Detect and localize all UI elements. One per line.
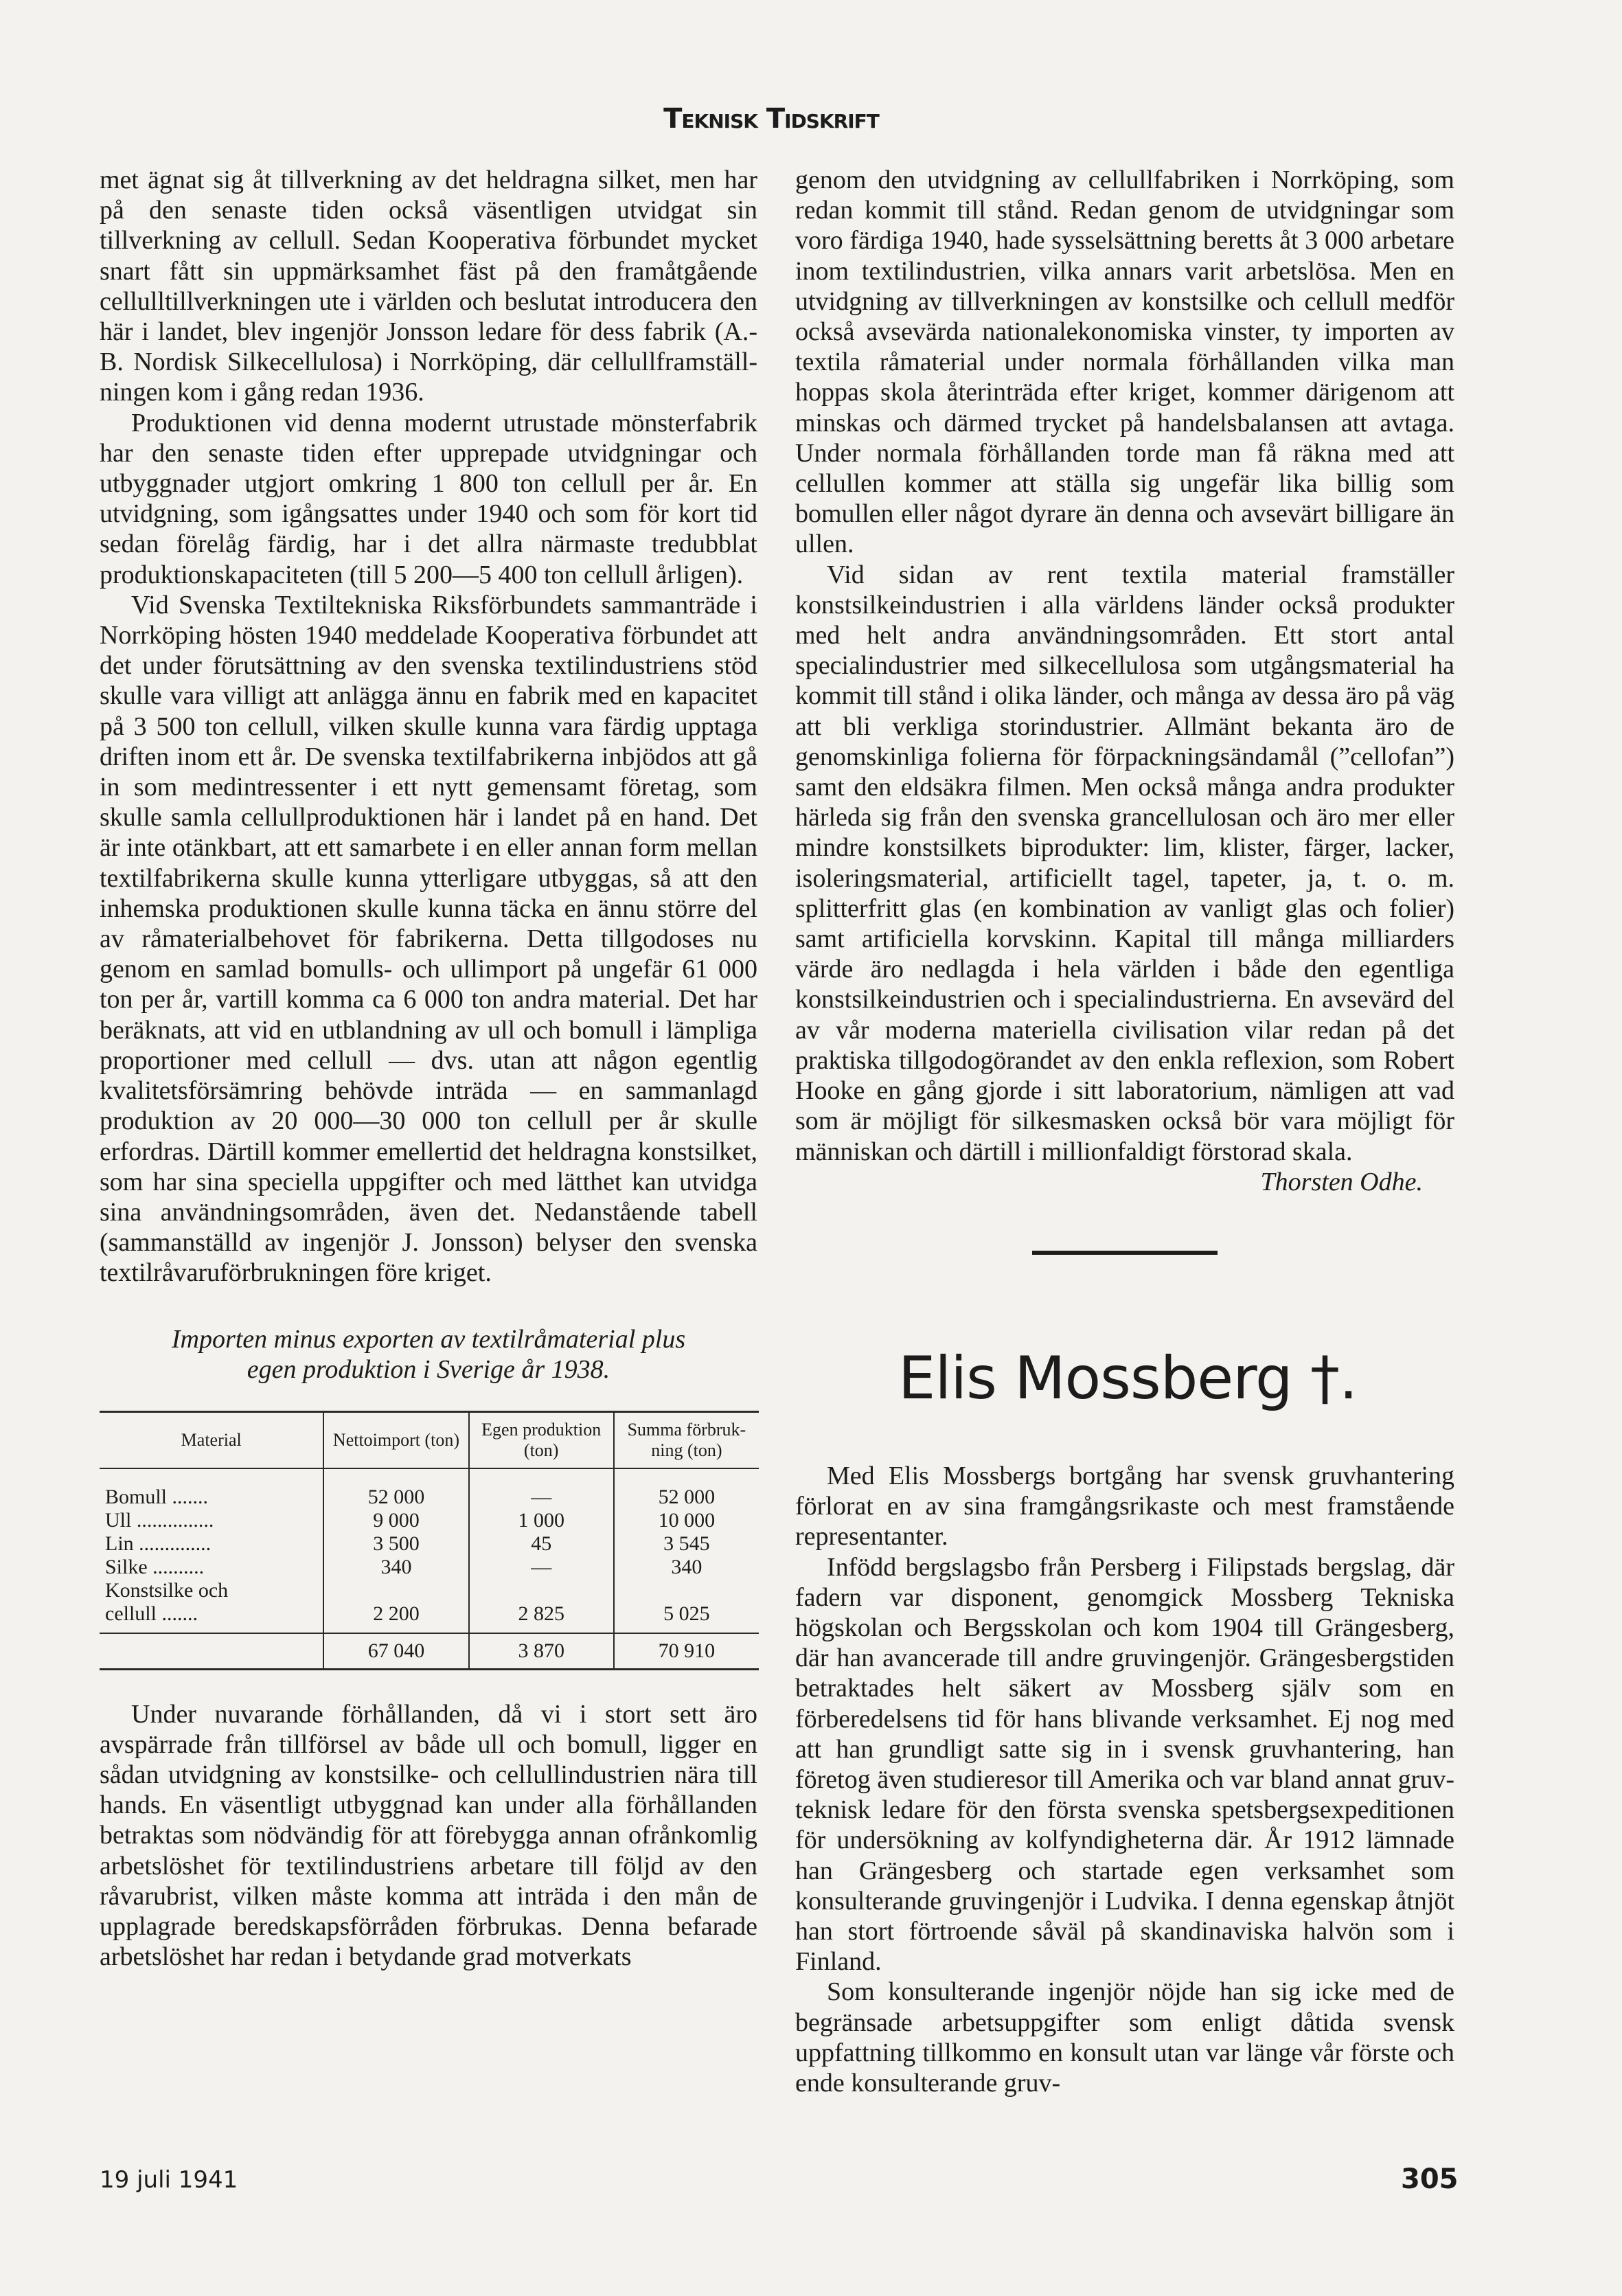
table-cell [469,1579,614,1602]
table-cell: 2 825 [469,1602,614,1633]
table-row [100,1579,759,1602]
body-paragraph: Vid Svenska Textiltekniska Riksförbundets sammanträde i Norrköping hösten 1940 meddelade Kooperativa förbundet att det under förutsättning av den svenska textilindustriens stöd skulle vara villigt att anlägga ännu en fabrik med en kapacitet på 3 500 ton cellull, vilken skulle kunna vara färdig upptaga driften inom ett år. De svenska textilfabrikerna inbjödos att gå in som medintressenter i ett nytt gemensamt företag, som skulle samla cellullproduktionen här i landet på en hand. Det är inte otänkbart, att ett samarbete i en eller annan form mellan textilfabrikerna skulle kunna ytterligare utbyggas, så att den inhemska produktionen skulle kunna täcka en ännu större del av råmaterialbehovet för fabrikerna. Detta tillgodoses nu genom en samlad bomulls- och ullimport på ungefär 61 000 ton per år, vartill komma ca 6 000 ton andra material. Det har beräknats, att vid en utblandning av ull och bomull i lämpliga proportioner med cellull — dvs. utan att någon egentlig kvalitetsförsämring behövde inträda — en sammanlagd produktion av 20 000—30 000 ton cellull per år skulle erfordras. Därtill kommer emellertid det heldragna konstsilket, som har sina speciella uppgifter och med lätthet kan utvidga sina användningsområden, även det. Nedanstående tabell (sammanställd av ingenjör J. Jonsson) belyser den svenska textilråvaruförbrukningen före kriget. [100,590,757,1288]
table-row [100,1602,759,1633]
table-row [100,1509,759,1532]
table-cell [100,1633,323,1670]
author-signature: Thorsten Odhe. [1260,1167,1423,1196]
table-cell [614,1579,759,1602]
table-cell: cellull ....... [105,1602,198,1625]
body-paragraph: genom den utvidgning av cellullfabriken i Norrköping, som redan kommit till stånd. Redan genom de utvidgningar som voro färdiga 1940, hade sysselsättning beretts åt 3 000 arbetare inom textilindustrien, vilka annars varit arbetslösa. Men en utvidgning av tillverkningen av konstsilke och cellull medför också avsevärda nationalekonomiska vinster, ty importen av textila råmaterial under normala förhållanden vilka man hoppas skola återinträda efter kriget, kommer därigenom att minskas och därmed trycket på handelsbalansen att avtaga. Under normala förhållanden torde man få räkna med att cellullen kommer att ställa sig ungefär lika billig som bomullen eller något dyrare än denna och avsevärt billigare än ullen. [795,166,1454,559]
table-cell: 5 025 [614,1602,759,1633]
table-cell: 2 200 [323,1602,468,1633]
table-row [100,1532,759,1556]
table-header-total-consumption: Summa förbrukning (ton) [614,1411,759,1468]
table-cell: 10 000 [614,1509,759,1532]
page-number: 305 [1401,2163,1459,2195]
table-cell: — [469,1556,614,1579]
table-cell: — [469,1468,614,1509]
issue-date: 19 juli 1941 [100,2166,238,2194]
textile-material-table [100,1411,759,1670]
body-paragraph: Vid sidan av rent textila material framställer konstsilkeindustrien i alla världens länder också produkter med helt andra användningsområden. Ett stort antal specialindustrier med silkecellulosa som utgångsmaterial ha kommit till stånd i olika länder, och många av dessa äro på väg att bli verkliga storindustrier. Allmänt bekanta äro de genomskinliga folierna för förpackningsändamål (”cellofan”) samt den eldsäkra filmen. Men också många andra produkter härleda sig från den svenska grancellulosan och äro mer eller mindre konstsilkets biprodukter: lim, klister, färger, lacker, isoleringsmaterial, artificiellt tagel, tapeter, ja, t. o. m. splitterfritt glas (en kombination av vanligt glas och folier) samt artificiella korvskinn. Kapital till många milliarders värde äro nedlagda i hela världen i både den egentliga konstsilkeindustrien och i specialindustrierna. En avsevärd del av vår moderna materiella civilisation vilar redan på det praktiska tillgodogörandet av den enkla reflexion, som Robert Hooke en gång gjorde i sitt laboratorium, nämligen att vad som är möjligt för silkesmasken också bör vara möjligt för människan och därtill i millionfaldigt förstorad skala. [795,560,1454,1166]
table-cell: 340 [614,1556,759,1579]
table-cell: 1 000 [469,1509,614,1532]
table-row [100,1468,759,1509]
table-cell: 52 000 [323,1468,468,1509]
obituary-paragraph: Med Elis Mossbergs bortgång har svensk gruvhantering förlorat en av sina framgångsrikaste och mest framstående representanter. [795,1461,1454,1551]
table-cell: Lin .............. [105,1532,212,1555]
body-paragraph: Under nuvarande förhållanden, då vi i stort sett äro avspärrade från tillförsel av både ull och bomull, ligger en sådan utvidgning av konstsilke- och cellullindustrien nära till hands. En väsentligt utbyggnad kan under alla förhållanden betraktas som nödvändig för att förebygga annan ofrånkomlig arbetslöshet för textilindustriens arbetare till följd av den råvarubrist, vilken måste komma att inträda i den mån de upplagrade beredskapsförråden förbrukas. Denna befarade arbetslöshet har redan i betydande grad motverkats [100,1699,757,1972]
table-total-cell: 70 910 [614,1633,759,1670]
obituary-title: Elis Mossberg †. [898,1343,1358,1413]
table-caption-line: Importen minus exporten av textilråmaterial plus [171,1324,686,1354]
table-cell: Ull ............... [105,1508,214,1532]
table-cell: 3 500 [323,1532,468,1556]
table-header-material: Material [100,1411,323,1468]
body-paragraph: Produktionen vid denna modernt utrustade mönsterfabrik har den senaste tiden efter upprepade utvidgningar och utbyggnader utgjort omkring 1 800 ton cellull per år. En utvidgning, som igångsattes under 1940 och som för kort tid sedan förelåg färdig, har i det allra närmaste tredubblat produktionskapaciteten (till 5 200—5 400 ton cellull årligen). [100,408,757,589]
table-cell: 52 000 [614,1468,759,1509]
table-header-row [100,1411,759,1468]
table-cell [323,1579,468,1602]
table-cell: Konstsilke och [105,1578,229,1602]
obituary-paragraph: Som konsulterande ingenjör nöjde han sig icke med de begränsade arbetsuppgifter som enligt dåtida svensk uppfattning tillkommo en konsult utan var länge vår förste och ende konsulterande gruv- [795,1977,1454,2098]
table-header-own-production: Egen produktion (ton) [469,1411,614,1468]
table-caption-line: egen produktion i Sverige år 1938. [247,1354,610,1384]
left-column [100,165,757,1972]
table-cell: 45 [469,1532,614,1556]
table-cell: 9 000 [323,1509,468,1532]
table-total-cell: 3 870 [469,1633,614,1670]
table-cell: Silke .......... [105,1555,205,1578]
table-cell: 340 [323,1556,468,1579]
table-total-row [100,1633,759,1670]
body-paragraph: met ägnat sig åt tillverkning av det heldragna silket, men har på den senaste tiden också väsentligen utvidgat sin tillverkning av cellull. Sedan Kooperativa förbundet mycket snart fått sin uppmärksamhet fäst på den framåtgående cellulltillverkningen ute i världen och beslutat introducera den här i landet, blev ingenjör Jonsson ledare för dess fabrik (A.-B. Nordisk Silkecellulosa) i Norrköping, där cellullframställningen kom i gång redan 1936. [100,166,757,407]
table-cell: Bomull ....... [105,1485,209,1508]
table-row [100,1556,759,1579]
obituary-paragraph: Infödd bergslagsbo från Persberg i Filipstads bergslag, där fadern var disponent, genomgick Mossberg Tekniska högskolan och Bergsskolan och kom 1904 till Grängesberg, där han avancerade till andre gruvingenjör. Grängesbergstiden betraktades helt säkert av Mossberg själv som en förberedelsens tid för hans blivande verksamhet. Ej nog med att han grundligt satte sig in i svensk gruvhantering, han företog även studieresor till Amerika och var bland annat gruvteknisk ledare för den första svenska spetsbergsexpeditionen för undersökning av kolfyndigheterna där. År 1912 lämnade han Grängesberg och startade egen verksamhet som konsulterande gruvingenjör i Ludvika. I denna egenskap åtnjöt han stort förtroende såväl på skandinaviska halvön som i Finland. [795,1552,1454,1977]
section-divider [1032,1251,1218,1255]
right-column [795,165,1454,2098]
table-header-net-import: Nettoimport (ton) [323,1411,468,1468]
table-caption [100,1324,757,1385]
table-total-cell: 67 040 [323,1633,468,1670]
table-cell: 3 545 [614,1532,759,1556]
journal-masthead: Teknisk Tidskrift [663,103,879,135]
